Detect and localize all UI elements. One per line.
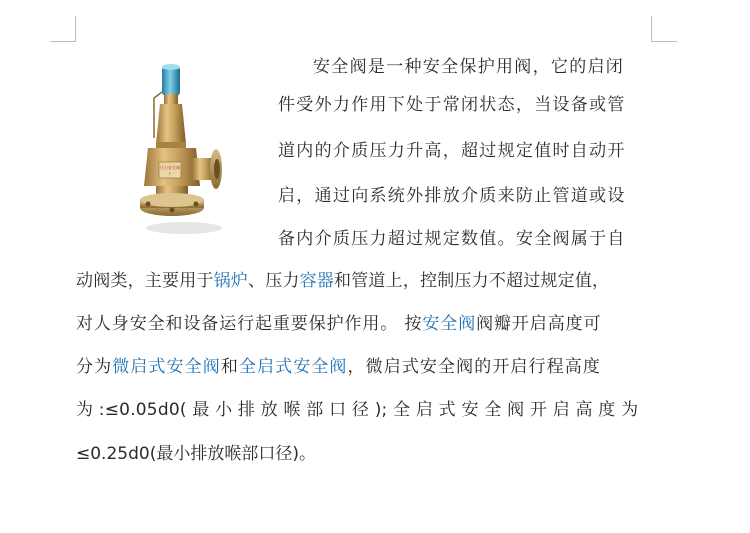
- text-segment: 动阀类，主要用于: [76, 271, 214, 291]
- text-segment: 分为: [76, 357, 113, 377]
- link-micro-lift-safety-valve[interactable]: 微启式安全阀: [112, 357, 221, 377]
- paragraph-line-9: [76, 398, 638, 422]
- svg-text:↑: ↑: [168, 172, 172, 176]
- text-segment: 阀瓣开启高度可: [476, 314, 602, 334]
- paragraph-line-8: [76, 355, 601, 379]
- link-boiler[interactable]: 锅炉: [213, 271, 249, 291]
- paragraph-line-1: [313, 55, 624, 79]
- text-segment: 、压力: [248, 271, 300, 291]
- paragraph-line-2: [278, 93, 626, 117]
- nameplate-text: 压力安全阀: [160, 165, 180, 170]
- paragraph-line-10: [76, 442, 316, 466]
- safety-valve-image: [126, 58, 246, 238]
- text-segment: 启，通过向系统外排放介质来防止管道或设: [278, 186, 626, 206]
- paragraph-line-6: [76, 269, 609, 293]
- link-container[interactable]: 容器: [299, 271, 335, 291]
- text-segment: ≤0.25d0(最小排放喉部口径)。: [76, 444, 316, 464]
- link-safety-valve[interactable]: 安全阀: [422, 314, 477, 334]
- text-segment: ，微启式安全阀的开启行程高度: [347, 357, 601, 377]
- text-segment: 为 :≤0.05d0( 最 小 排 放 喉 部 口 径 ); 全 启 式 安 全 阀 开 启 高 度 为: [76, 400, 639, 420]
- link-full-lift-safety-valve[interactable]: 全启式安全阀: [238, 357, 348, 377]
- text-segment: 安全阀是一种安全保护用阀，它的启闭: [313, 57, 625, 77]
- paragraph-line-5: [278, 227, 626, 251]
- text-segment: 道内的介质压力升高，超过规定值时自动开: [278, 141, 626, 161]
- text-segment: 对人身安全和设备运行起重要保护作用。 按: [76, 314, 423, 334]
- text-segment: 件受外力作用下处于常闭状态，当设备或管: [278, 95, 626, 115]
- text-segment: 和: [220, 357, 239, 377]
- paragraph-line-7: [76, 312, 601, 336]
- paragraph-line-3: [278, 139, 626, 163]
- paragraph-line-4: [278, 184, 626, 208]
- text-segment: 和管道上，控制压力不超过规定值，: [334, 271, 610, 291]
- top-left-crop-mark: [50, 16, 76, 42]
- text-segment: 备内介质压力超过规定数值。安全阀属于自: [278, 229, 626, 249]
- top-right-crop-mark: [651, 16, 677, 42]
